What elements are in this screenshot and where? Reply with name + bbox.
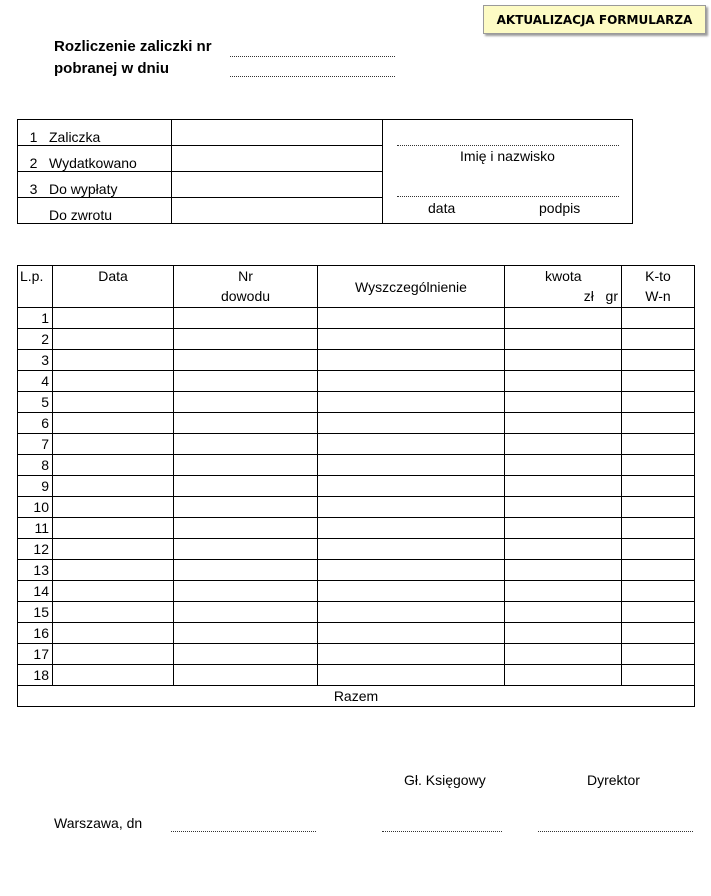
row-number: 3 bbox=[18, 350, 53, 371]
advance-date-title: pobranej w dniu bbox=[54, 60, 169, 77]
table-row bbox=[18, 623, 695, 644]
amount-cell[interactable] bbox=[505, 518, 622, 539]
row-number: 7 bbox=[18, 434, 53, 455]
summary-value-cell[interactable] bbox=[172, 198, 383, 224]
col-header-account-line1: K-to bbox=[645, 268, 671, 284]
description-cell[interactable] bbox=[318, 602, 505, 623]
director-signature-line[interactable] bbox=[538, 831, 693, 832]
row-number: 10 bbox=[18, 497, 53, 518]
account-cell[interactable] bbox=[622, 434, 695, 455]
amount-cell[interactable] bbox=[505, 434, 622, 455]
date-cell[interactable] bbox=[53, 581, 174, 602]
doc-nr-cell[interactable] bbox=[174, 581, 318, 602]
description-cell[interactable] bbox=[318, 497, 505, 518]
doc-nr-cell[interactable] bbox=[174, 497, 318, 518]
table-row bbox=[18, 602, 695, 623]
table-row bbox=[18, 539, 695, 560]
table-row bbox=[18, 581, 695, 602]
row-number: 16 bbox=[18, 623, 53, 644]
amount-cell[interactable] bbox=[505, 644, 622, 665]
date-cell[interactable] bbox=[53, 497, 174, 518]
doc-nr-cell[interactable] bbox=[174, 539, 318, 560]
date-cell[interactable] bbox=[53, 539, 174, 560]
account-cell[interactable] bbox=[622, 665, 695, 686]
signature-label: podpis bbox=[539, 200, 581, 216]
col-header-gr: gr bbox=[605, 288, 618, 304]
date-cell[interactable] bbox=[53, 308, 174, 329]
description-cell[interactable] bbox=[318, 518, 505, 539]
row-number: 2 bbox=[18, 329, 53, 350]
date-cell[interactable] bbox=[53, 329, 174, 350]
amount-cell[interactable] bbox=[505, 308, 622, 329]
table-row bbox=[18, 413, 695, 434]
date-cell[interactable] bbox=[53, 602, 174, 623]
account-cell[interactable] bbox=[622, 581, 695, 602]
advance-settlement-title: Rozliczenie zaliczki nr bbox=[54, 38, 212, 55]
amount-cell[interactable] bbox=[505, 560, 622, 581]
update-form-button[interactable]: AKTUALIZACJA FORMULARZA bbox=[483, 5, 706, 34]
col-header-account bbox=[622, 266, 695, 308]
amount-cell[interactable] bbox=[505, 476, 622, 497]
date-cell[interactable] bbox=[53, 476, 174, 497]
doc-nr-cell[interactable] bbox=[174, 434, 318, 455]
account-cell[interactable] bbox=[622, 497, 695, 518]
amount-cell[interactable] bbox=[505, 581, 622, 602]
doc-nr-cell[interactable] bbox=[174, 455, 318, 476]
date-cell[interactable] bbox=[53, 350, 174, 371]
description-cell[interactable] bbox=[318, 581, 505, 602]
table-row bbox=[18, 644, 695, 665]
description-cell[interactable] bbox=[318, 308, 505, 329]
account-cell[interactable] bbox=[622, 539, 695, 560]
description-cell[interactable] bbox=[318, 476, 505, 497]
amount-cell[interactable] bbox=[505, 413, 622, 434]
description-cell[interactable] bbox=[318, 329, 505, 350]
doc-nr-cell[interactable] bbox=[174, 602, 318, 623]
doc-nr-cell[interactable] bbox=[174, 329, 318, 350]
summary-label-cell bbox=[18, 198, 172, 224]
name-line[interactable] bbox=[397, 145, 619, 146]
amount-cell[interactable] bbox=[505, 665, 622, 686]
row-number: 13 bbox=[18, 560, 53, 581]
chief-accountant-label: Gł. Księgowy bbox=[404, 772, 486, 788]
row-number: 9 bbox=[18, 476, 53, 497]
date-label: data bbox=[428, 200, 456, 216]
place-date-field[interactable] bbox=[171, 831, 316, 832]
row-number: 17 bbox=[18, 644, 53, 665]
account-cell[interactable] bbox=[622, 623, 695, 644]
summary-value-cell[interactable] bbox=[172, 172, 383, 198]
summary-table bbox=[17, 119, 633, 224]
date-cell[interactable] bbox=[53, 413, 174, 434]
col-header-doc-nr-line2: dowodu bbox=[220, 288, 271, 304]
col-header-account-line2: W-n bbox=[645, 288, 671, 304]
name-label: Imię i nazwisko bbox=[460, 148, 555, 164]
account-cell[interactable] bbox=[622, 644, 695, 665]
doc-nr-cell[interactable] bbox=[174, 560, 318, 581]
account-cell[interactable] bbox=[622, 455, 695, 476]
col-header-doc-nr bbox=[174, 266, 318, 308]
date-cell[interactable] bbox=[53, 665, 174, 686]
account-cell[interactable] bbox=[622, 350, 695, 371]
date-cell[interactable] bbox=[53, 560, 174, 581]
row-number: 11 bbox=[18, 518, 53, 539]
date-signature-line[interactable] bbox=[397, 196, 619, 197]
description-cell[interactable] bbox=[318, 413, 505, 434]
account-cell[interactable] bbox=[622, 371, 695, 392]
row-number: 5 bbox=[18, 392, 53, 413]
description-cell[interactable] bbox=[318, 455, 505, 476]
doc-nr-cell[interactable] bbox=[174, 644, 318, 665]
col-header-amount-label: kwota bbox=[545, 268, 582, 284]
signature-box bbox=[383, 120, 633, 224]
col-header-lp: L.p. bbox=[18, 266, 53, 308]
row-number: 14 bbox=[18, 581, 53, 602]
col-header-amount bbox=[505, 266, 622, 308]
doc-nr-cell[interactable] bbox=[174, 518, 318, 539]
description-cell[interactable] bbox=[318, 665, 505, 686]
account-cell[interactable] bbox=[622, 392, 695, 413]
amount-cell[interactable] bbox=[505, 329, 622, 350]
row-number: 18 bbox=[18, 665, 53, 686]
amount-cell[interactable] bbox=[505, 539, 622, 560]
chief-accountant-signature-line[interactable] bbox=[382, 831, 502, 832]
col-header-zl: zł bbox=[583, 288, 594, 304]
amount-cell[interactable] bbox=[505, 392, 622, 413]
table-row bbox=[18, 665, 695, 686]
date-cell[interactable] bbox=[53, 518, 174, 539]
advance-date-field[interactable] bbox=[230, 76, 395, 77]
doc-nr-cell[interactable] bbox=[174, 623, 318, 644]
doc-nr-cell[interactable] bbox=[174, 371, 318, 392]
row-number: 15 bbox=[18, 602, 53, 623]
summary-label: Do wypłaty bbox=[49, 181, 118, 197]
row-number: 12 bbox=[18, 539, 53, 560]
summary-value-cell[interactable] bbox=[172, 146, 383, 172]
expense-table bbox=[17, 265, 695, 707]
date-cell[interactable] bbox=[53, 371, 174, 392]
amount-cell[interactable] bbox=[505, 350, 622, 371]
doc-nr-cell[interactable] bbox=[174, 413, 318, 434]
table-row bbox=[18, 497, 695, 518]
doc-nr-cell[interactable] bbox=[174, 308, 318, 329]
amount-cell[interactable] bbox=[505, 455, 622, 476]
description-cell[interactable] bbox=[318, 371, 505, 392]
summary-label: Do zwrotu bbox=[49, 207, 113, 223]
doc-nr-cell[interactable] bbox=[174, 392, 318, 413]
summary-label-cell: 2 Wydatkowano bbox=[18, 146, 172, 172]
table-row bbox=[18, 455, 695, 476]
row-number: 6 bbox=[18, 413, 53, 434]
table-row bbox=[18, 329, 695, 350]
summary-label: Zaliczka bbox=[49, 129, 101, 145]
date-cell[interactable] bbox=[53, 644, 174, 665]
summary-label: Wydatkowano bbox=[49, 155, 137, 171]
description-cell[interactable] bbox=[318, 644, 505, 665]
date-cell[interactable] bbox=[53, 392, 174, 413]
row-number: 4 bbox=[18, 371, 53, 392]
director-label: Dyrektor bbox=[587, 772, 640, 788]
doc-nr-cell[interactable] bbox=[174, 350, 318, 371]
amount-cell[interactable] bbox=[505, 623, 622, 644]
col-header-date: Data bbox=[53, 266, 174, 308]
col-header-doc-nr-line1: Nr bbox=[238, 268, 253, 284]
account-cell[interactable] bbox=[622, 602, 695, 623]
date-cell[interactable] bbox=[53, 455, 174, 476]
place-date-label: Warszawa, dn bbox=[54, 815, 143, 831]
doc-nr-cell[interactable] bbox=[174, 665, 318, 686]
total-row: Razem bbox=[18, 686, 695, 707]
col-header-description: Wyszczególnienie bbox=[318, 266, 505, 308]
summary-label-cell: 1 Zaliczka bbox=[18, 120, 172, 146]
table-row bbox=[18, 476, 695, 497]
row-number: 1 bbox=[18, 308, 53, 329]
account-cell[interactable] bbox=[622, 476, 695, 497]
table-row bbox=[18, 434, 695, 455]
account-cell[interactable] bbox=[622, 413, 695, 434]
amount-cell[interactable] bbox=[505, 497, 622, 518]
table-row bbox=[18, 518, 695, 539]
description-cell[interactable] bbox=[318, 392, 505, 413]
advance-number-field[interactable] bbox=[230, 56, 395, 57]
account-cell[interactable] bbox=[622, 308, 695, 329]
description-cell[interactable] bbox=[318, 539, 505, 560]
account-cell[interactable] bbox=[622, 560, 695, 581]
description-cell[interactable] bbox=[318, 560, 505, 581]
table-row bbox=[18, 392, 695, 413]
description-cell[interactable] bbox=[318, 623, 505, 644]
amount-cell[interactable] bbox=[505, 371, 622, 392]
date-cell[interactable] bbox=[53, 623, 174, 644]
account-cell[interactable] bbox=[622, 329, 695, 350]
amount-cell[interactable] bbox=[505, 602, 622, 623]
table-row bbox=[18, 560, 695, 581]
description-cell[interactable] bbox=[318, 434, 505, 455]
doc-nr-cell[interactable] bbox=[174, 476, 318, 497]
summary-value-cell[interactable] bbox=[172, 120, 383, 146]
account-cell[interactable] bbox=[622, 518, 695, 539]
summary-label-cell: 3 Do wypłaty bbox=[18, 172, 172, 198]
table-row bbox=[18, 350, 695, 371]
description-cell[interactable] bbox=[318, 350, 505, 371]
table-row bbox=[18, 308, 695, 329]
date-cell[interactable] bbox=[53, 434, 174, 455]
table-row bbox=[18, 371, 695, 392]
row-number: 8 bbox=[18, 455, 53, 476]
